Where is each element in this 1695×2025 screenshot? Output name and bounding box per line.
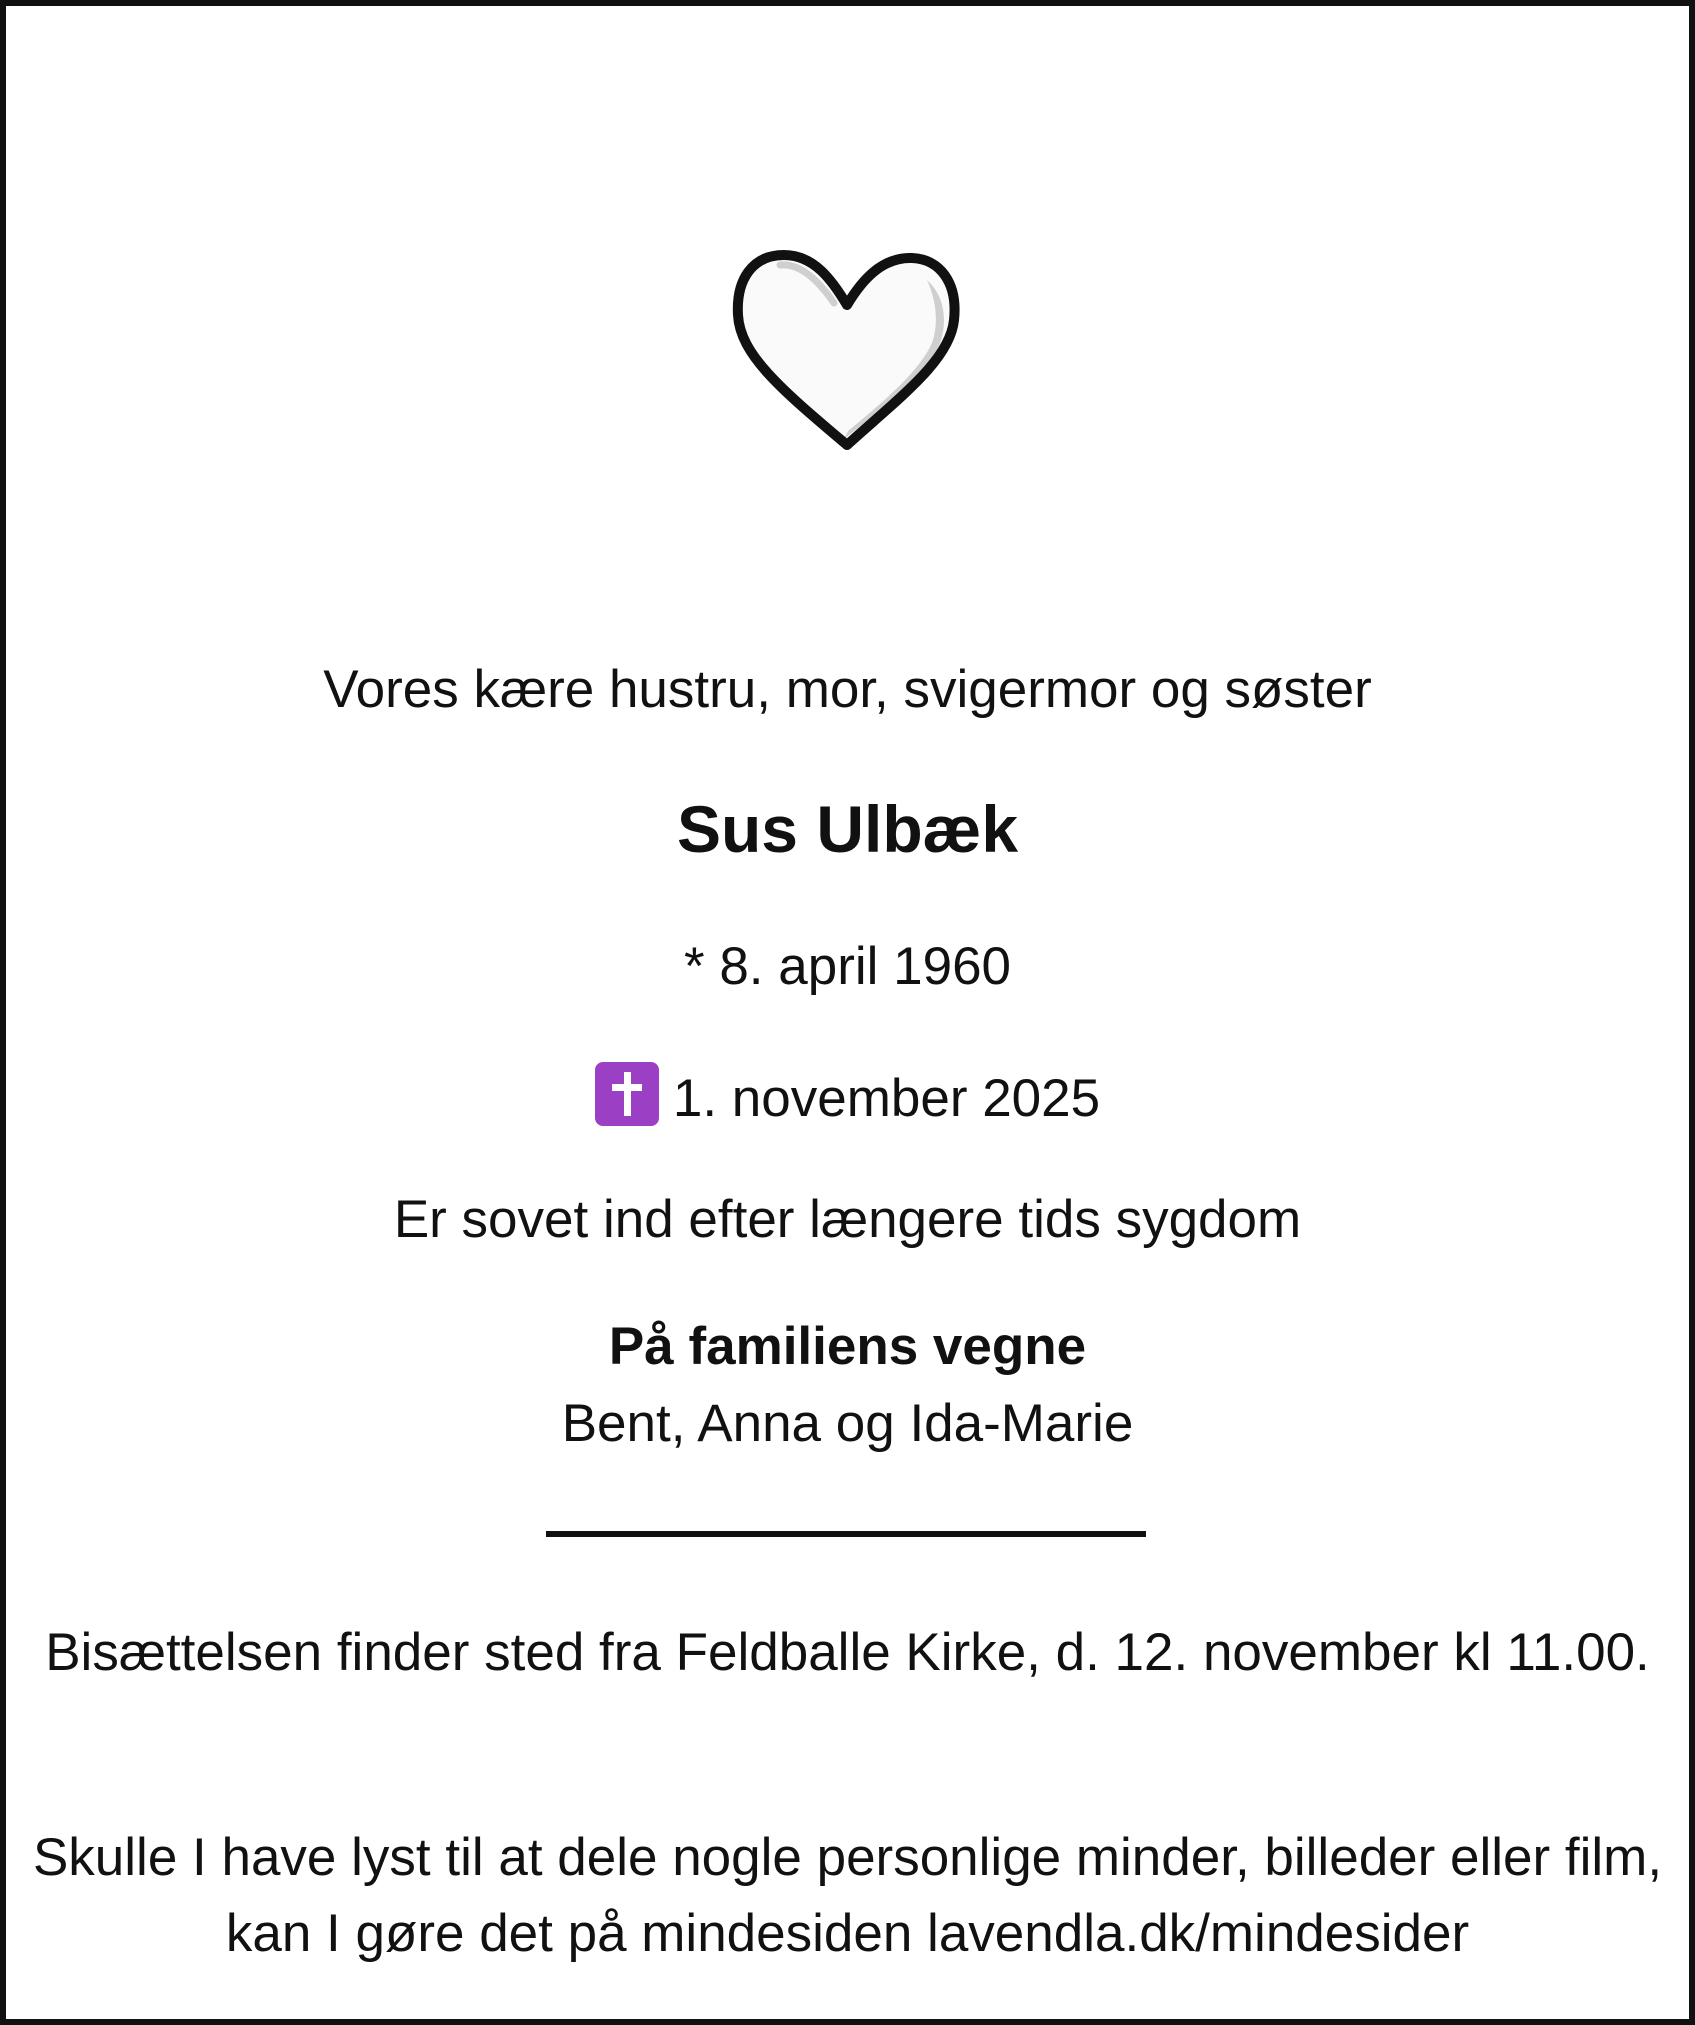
heart-icon (722, 225, 972, 455)
intro-text: Vores kære hustru, mor, svigermor og søster (323, 660, 1372, 719)
funeral-text: Bisættelsen finder sted fra Feldballe Kirke, d. 12. november kl 11.00. (45, 1623, 1650, 1682)
family-heading: På familiens vegne (608, 1317, 1087, 1376)
death-date: 1. november 2025 (672, 1069, 1101, 1128)
birth-date: 8. april 1960 (719, 937, 1012, 996)
latin-cross-icon (595, 1062, 659, 1126)
family-names: Bent, Anna og Ida-Marie (561, 1394, 1134, 1453)
death-line (0, 1062, 1695, 1131)
memorial-text: Skulle I have lyst til at dele nogle personlige minder, billeder eller film, kan I gøre det på mindesiden lavendla.dk/mindesider (32, 1828, 1663, 1963)
divider-line (546, 1531, 1146, 1537)
statement-text: Er sovet ind efter længere tids sygdom (393, 1190, 1302, 1249)
birth-symbol: * (683, 937, 705, 996)
deceased-name: Sus Ulbæk (676, 792, 1019, 866)
birth-line (0, 935, 1695, 999)
